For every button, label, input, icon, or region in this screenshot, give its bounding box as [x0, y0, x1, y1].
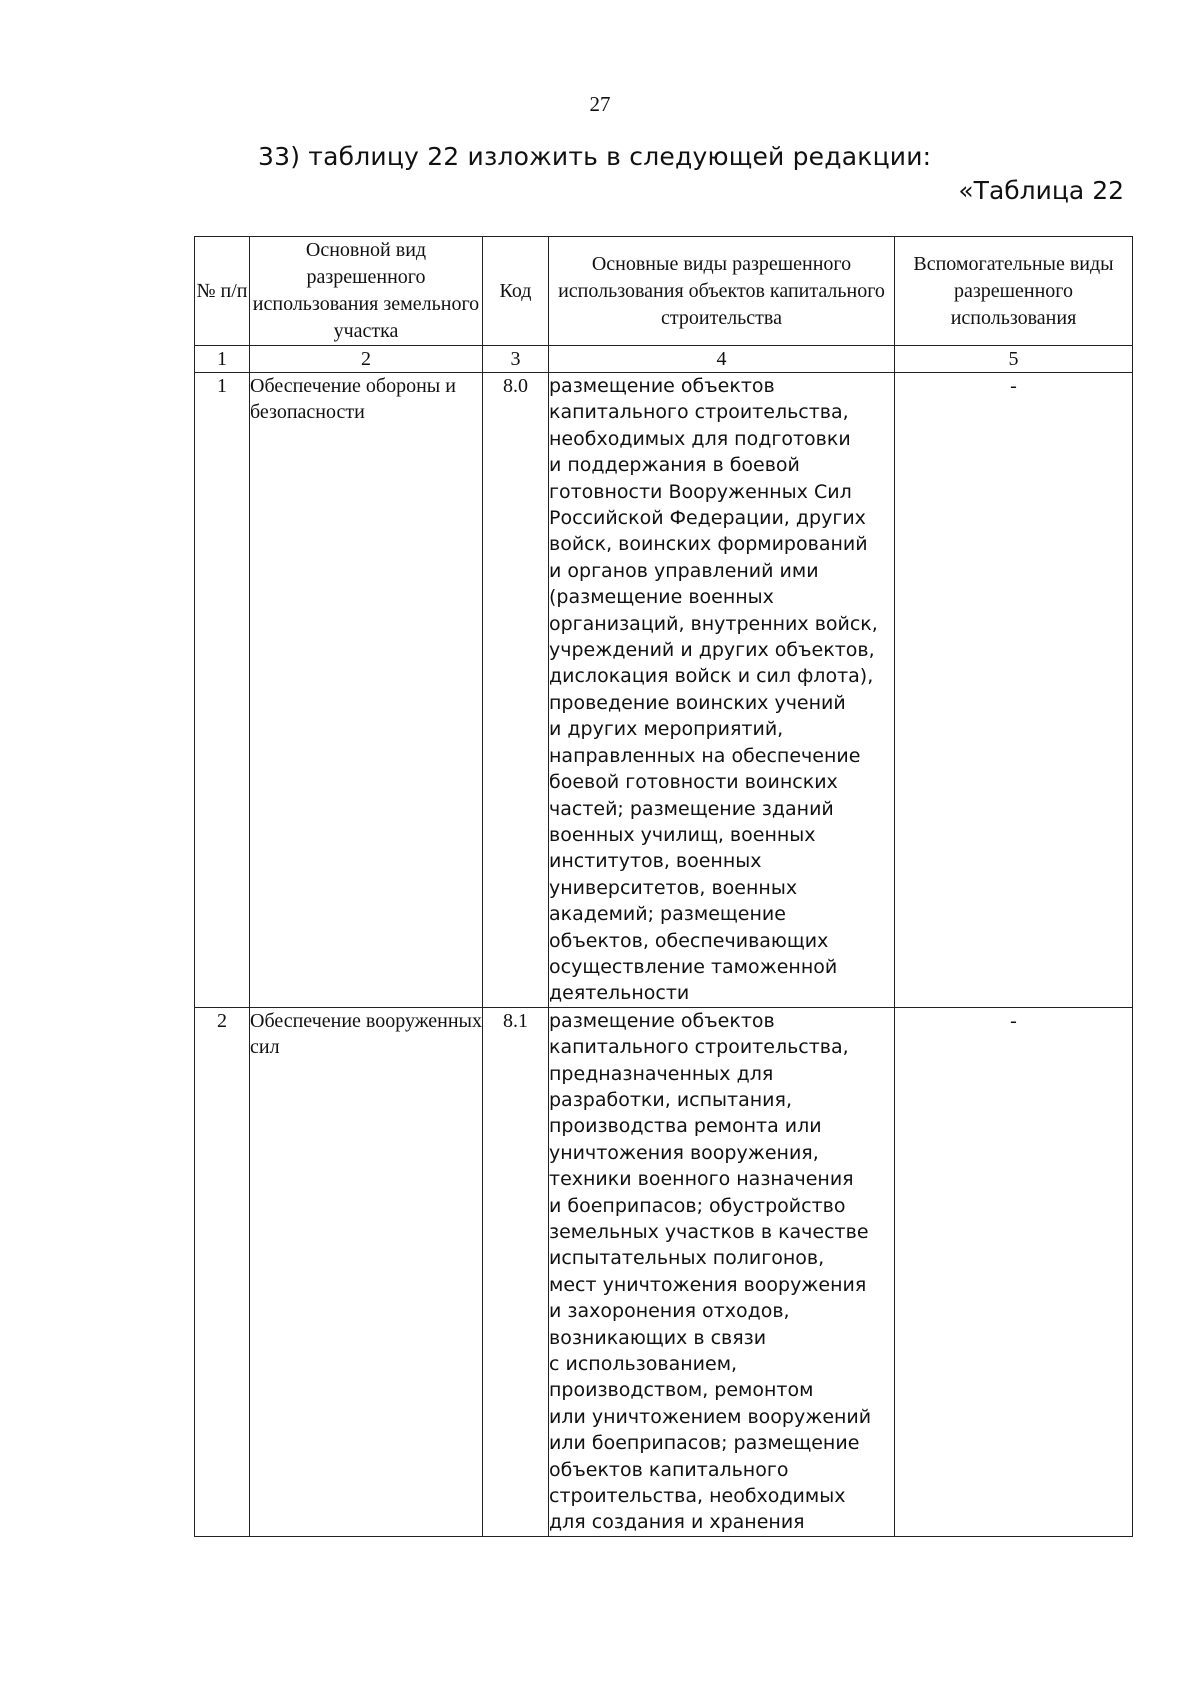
description-line: предназначенных для [549, 1062, 774, 1085]
description-line: размещение объектов [549, 375, 775, 397]
table-row [195, 373, 1133, 1008]
description-line: необходимых для подготовки [549, 427, 851, 450]
description-line: уничтожения вооружения, [549, 1141, 819, 1164]
land-use-code: 8.0 [483, 373, 549, 1008]
description-line: институтов, военных [549, 850, 762, 873]
row-number: 1 [195, 373, 250, 1008]
description-line: (размещение военных [549, 586, 774, 609]
description-line: капитального строительства, [549, 1036, 849, 1059]
header-code [483, 237, 549, 346]
description-line: проведение воинских учений [549, 691, 846, 714]
description-line: испытательных полигонов, [549, 1247, 825, 1270]
description-line: университетов, военных [549, 876, 798, 899]
land-use-description [549, 373, 895, 1008]
description-line: организаций, внутренних войск, [549, 612, 878, 635]
header-auxiliary-use [895, 237, 1133, 346]
description-line: и других мероприятий, [549, 718, 784, 741]
description-line: строительства, необходимых [549, 1485, 846, 1508]
page-number: 27 [589, 92, 611, 116]
header-code-label: Код [499, 279, 532, 302]
land-use-code: 8.1 [483, 1007, 549, 1536]
description-line: частей; размещение зданий [549, 797, 834, 820]
description-line: объектов капитального [549, 1458, 789, 1481]
description-line: мест уничтожения вооружения [549, 1273, 867, 1296]
land-use-name: Обеспечение обороны и безопасности [250, 373, 483, 1008]
column-number: 4 [549, 346, 895, 373]
description-line: Российской Федерации, других [549, 507, 866, 530]
column-number: 5 [895, 346, 1133, 373]
auxiliary-use: - [895, 373, 1133, 1008]
description-line: или уничтожением вооружений [549, 1405, 872, 1428]
description-line: капитального строительства, [549, 401, 849, 424]
row-number: 2 [195, 1007, 250, 1536]
description-line: дислокация войск и сил флота), [549, 665, 874, 688]
header-number-label: № п/п [196, 279, 248, 302]
description-line: войск, воинских формирований [549, 533, 868, 556]
header-main-construction-use-label: Основные виды разрешенного использования объектов капитального строительства [558, 252, 885, 329]
land-use-description [549, 1007, 895, 1536]
description-line: деятельности [549, 982, 690, 1005]
description-line: возникающих в связи [549, 1326, 767, 1349]
header-main-construction-use [549, 237, 895, 346]
description-line: производством, ремонтом [549, 1379, 814, 1402]
description-line: или боеприпасов; размещение [549, 1432, 860, 1455]
header-auxiliary-use-label: Вспомогательные виды разрешенного использования [913, 252, 1114, 329]
column-number-row [195, 346, 1133, 373]
table-row [195, 1007, 1133, 1536]
description-line: направленных на обеспечение [549, 744, 861, 767]
column-number: 3 [483, 346, 549, 373]
auxiliary-use: - [895, 1007, 1133, 1536]
header-main-land-use [250, 237, 483, 346]
header-main-land-use-label: Основной вид разрешенного использования земельного участка [252, 239, 480, 342]
column-number: 1 [195, 346, 250, 373]
column-number: 2 [250, 346, 483, 373]
description-line: и поддержания в боевой [549, 454, 800, 477]
description-line: земельных участков в качестве [549, 1221, 869, 1243]
description-line: размещение объектов [549, 1009, 775, 1032]
table-header-row [195, 237, 1133, 346]
description-line: объектов, обеспечивающих [549, 929, 829, 952]
land-use-table [194, 236, 1133, 1537]
description-line: учреждений и других объектов, [549, 639, 875, 662]
description-line: техники военного назначения [549, 1168, 854, 1191]
description-line: боевой готовности воинских [549, 771, 838, 794]
header-number [195, 237, 250, 346]
table-label: «Таблица 22 [958, 176, 1124, 205]
description-line: военных училищ, военных [549, 823, 816, 846]
description-line: производства ремонта или [549, 1115, 822, 1138]
description-line: академий; размещение [549, 903, 786, 926]
amendment-intro: 33) таблицу 22 изложить в следующей редакции: [258, 142, 932, 171]
description-line: и захоронения отходов, [549, 1300, 790, 1323]
description-line: разработки, испытания, [549, 1088, 792, 1111]
description-line: для создания и хранения [549, 1511, 805, 1534]
description-line: и органов управлений ими [549, 559, 819, 582]
description-line: осуществление таможенной [549, 955, 838, 978]
description-line: готовности Вооруженных Сил [549, 480, 852, 503]
description-line: с использованием, [549, 1353, 738, 1376]
land-use-name: Обеспечение вооруженных сил [250, 1007, 483, 1536]
description-line: и боеприпасов; обустройство [549, 1194, 846, 1217]
